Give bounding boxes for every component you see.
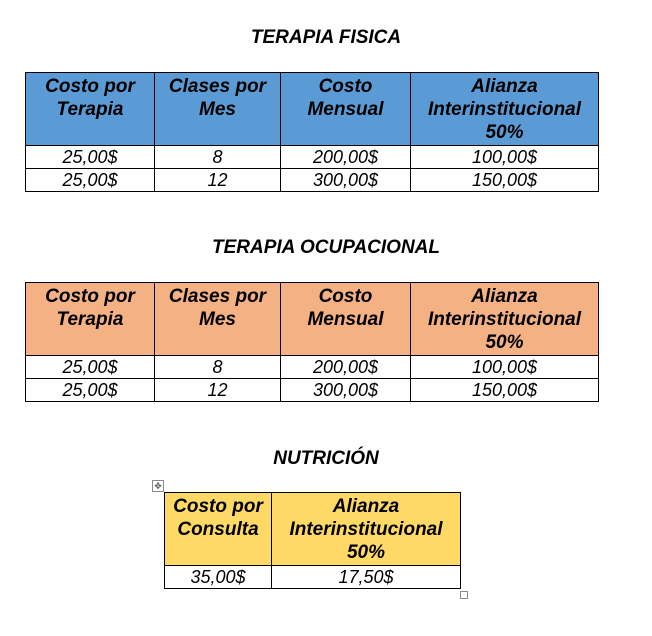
table-row	[165, 566, 461, 589]
header-alianza-interinstitucional: Alianza Interinstitucional 50%	[411, 73, 599, 146]
table-cell: 150,00$	[411, 169, 599, 192]
header-costo-por-terapia: Costo por Terapia	[26, 73, 155, 146]
terapia-fisica-title: TERAPIA FISICA	[250, 27, 402, 48]
header-costo-por-consulta: Costo por Consulta	[165, 493, 272, 566]
table-cell: 200,00$	[281, 356, 411, 379]
table-row	[26, 356, 599, 379]
header-alianza-interinstitucional: Alianza Interinstitucional 50%	[272, 493, 461, 566]
table-cell: 8	[155, 356, 281, 379]
table-cell: 200,00$	[281, 146, 411, 169]
header-costo-por-terapia: Costo por Terapia	[26, 283, 155, 356]
resize-square-icon[interactable]	[460, 591, 468, 599]
terapia-ocupacional-table	[25, 282, 599, 402]
table-cell: 8	[155, 146, 281, 169]
table-cell: 12	[155, 379, 281, 402]
table-row	[26, 379, 599, 402]
table-row	[26, 169, 599, 192]
table-cell: 100,00$	[411, 146, 599, 169]
header-clases-por-mes: Clases por Mes	[155, 73, 281, 146]
table-cell: 25,00$	[26, 169, 155, 192]
table-cell: 300,00$	[281, 169, 411, 192]
header-alianza-interinstitucional: Alianza Interinstitucional 50%	[411, 283, 599, 356]
header-clases-por-mes: Clases por Mes	[155, 283, 281, 356]
table-cell: 25,00$	[26, 146, 155, 169]
table-cell: 150,00$	[411, 379, 599, 402]
header-costo-mensual: Costo Mensual	[281, 283, 411, 356]
table-header-row	[165, 493, 461, 566]
table-header-row	[26, 73, 599, 146]
table-cell: 12	[155, 169, 281, 192]
table-cell: 25,00$	[26, 356, 155, 379]
table-row	[26, 146, 599, 169]
table-cell: 25,00$	[26, 379, 155, 402]
move-arrows-icon[interactable]: ✥	[152, 480, 164, 492]
table-cell: 100,00$	[411, 356, 599, 379]
terapia-ocupacional-title: TERAPIA OCUPACIONAL	[212, 237, 440, 258]
nutricion-table	[164, 492, 461, 589]
table-cell: 17,50$	[272, 566, 461, 589]
terapia-fisica-table	[25, 72, 599, 192]
nutricion-title: NUTRICIÓN	[273, 448, 379, 469]
table-header-row	[26, 283, 599, 356]
header-costo-mensual: Costo Mensual	[281, 73, 411, 146]
table-cell: 35,00$	[165, 566, 272, 589]
table-cell: 300,00$	[281, 379, 411, 402]
